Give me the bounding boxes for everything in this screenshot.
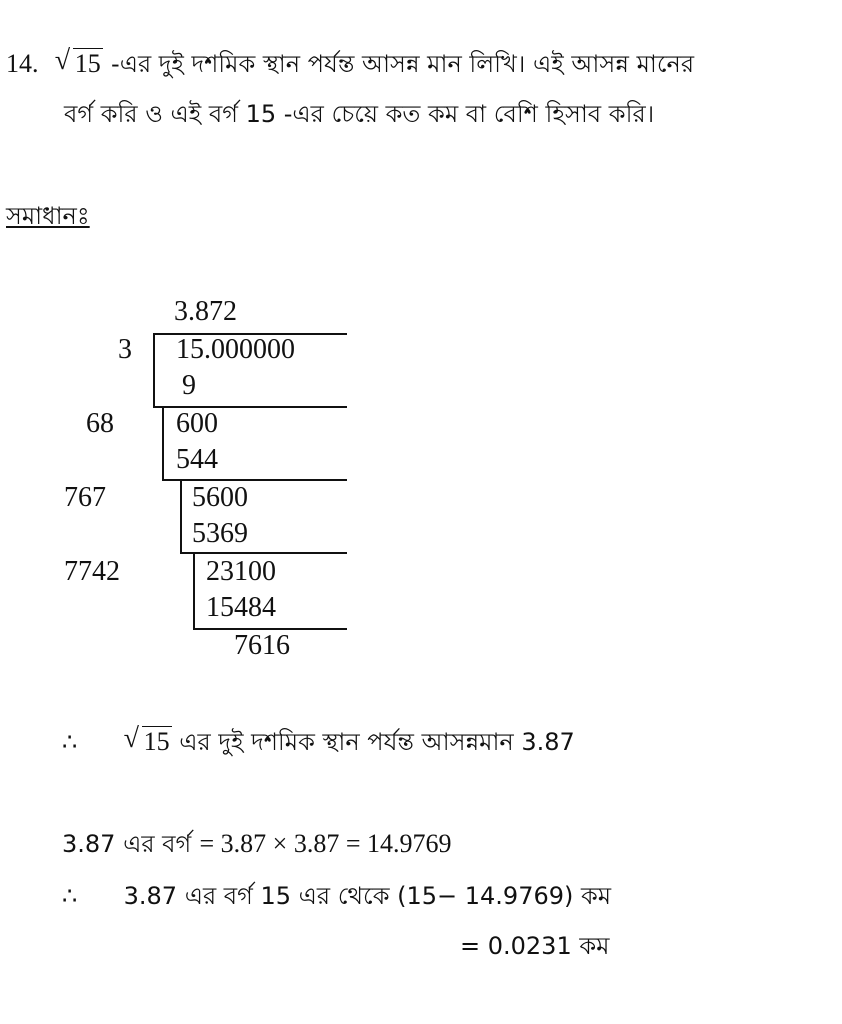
subtract-2: 544 bbox=[176, 444, 218, 475]
bracket-top-1 bbox=[153, 333, 347, 335]
divisor-3: 767 bbox=[64, 482, 106, 513]
square-expression: = 3.87 × 3.87 = 14.9769 bbox=[199, 829, 452, 858]
bracket-left-4 bbox=[193, 552, 195, 628]
sqrt-15: √ 15 bbox=[54, 45, 101, 78]
radical-sign-icon: √ bbox=[54, 45, 71, 76]
divisor-2: 68 bbox=[86, 408, 114, 439]
comparison-line-1 bbox=[62, 878, 611, 918]
question-text-1: -এর দুই দশমিক স্থান পর্যন্ত আসন্ন মান লিখি। এই আসন্ন মানের bbox=[111, 50, 695, 78]
comparison-line-2: = 0.0231 কম bbox=[460, 932, 610, 960]
remainder: 7616 bbox=[234, 630, 290, 661]
dividend-2: 600 bbox=[176, 408, 218, 439]
quotient: 3.872 bbox=[174, 296, 237, 327]
bracket-bottom-1 bbox=[153, 406, 347, 408]
bracket-bottom-3 bbox=[180, 552, 347, 554]
subtract-3: 5369 bbox=[192, 518, 248, 549]
question-line-2: বর্গ করি ও এই বর্গ 15 -এর চেয়ে কত কম বা বেশি হিসাব করি। bbox=[64, 100, 655, 128]
subtract-1: 9 bbox=[182, 370, 196, 401]
conclusion-text: এর দুই দশমিক স্থান পর্যন্ত আসন্নমান 3.87 bbox=[179, 728, 575, 756]
therefore-symbol-2: ∴ bbox=[62, 882, 78, 910]
dividend-1: 15.000000 bbox=[176, 334, 295, 365]
sqrt-15-conclusion: √ 15 bbox=[123, 723, 170, 756]
divisor-1: 3 bbox=[118, 334, 132, 365]
question-line-1 bbox=[6, 46, 694, 86]
dividend-4: 23100 bbox=[206, 556, 276, 587]
bracket-left-1 bbox=[153, 333, 155, 407]
comparison-text-1: 3.87 এর বর্গ 15 এর থেকে (15− 14.9769) কম bbox=[123, 882, 612, 910]
question-number: 14. bbox=[6, 49, 39, 78]
subtract-4: 15484 bbox=[206, 592, 276, 623]
square-label: 3.87 এর বর্গ bbox=[62, 830, 192, 858]
radical-sign-icon: √ bbox=[123, 723, 140, 754]
dividend-3: 5600 bbox=[192, 482, 248, 513]
conclusion-line bbox=[62, 724, 575, 764]
solution-heading: সমাধানঃ bbox=[6, 202, 90, 230]
divisor-4: 7742 bbox=[64, 556, 120, 587]
square-line bbox=[62, 826, 452, 866]
bracket-bottom-2 bbox=[162, 479, 347, 481]
bracket-bottom-4 bbox=[193, 628, 347, 630]
therefore-symbol: ∴ bbox=[62, 728, 78, 756]
bracket-left-3 bbox=[180, 479, 182, 553]
bracket-left-2 bbox=[162, 406, 164, 480]
